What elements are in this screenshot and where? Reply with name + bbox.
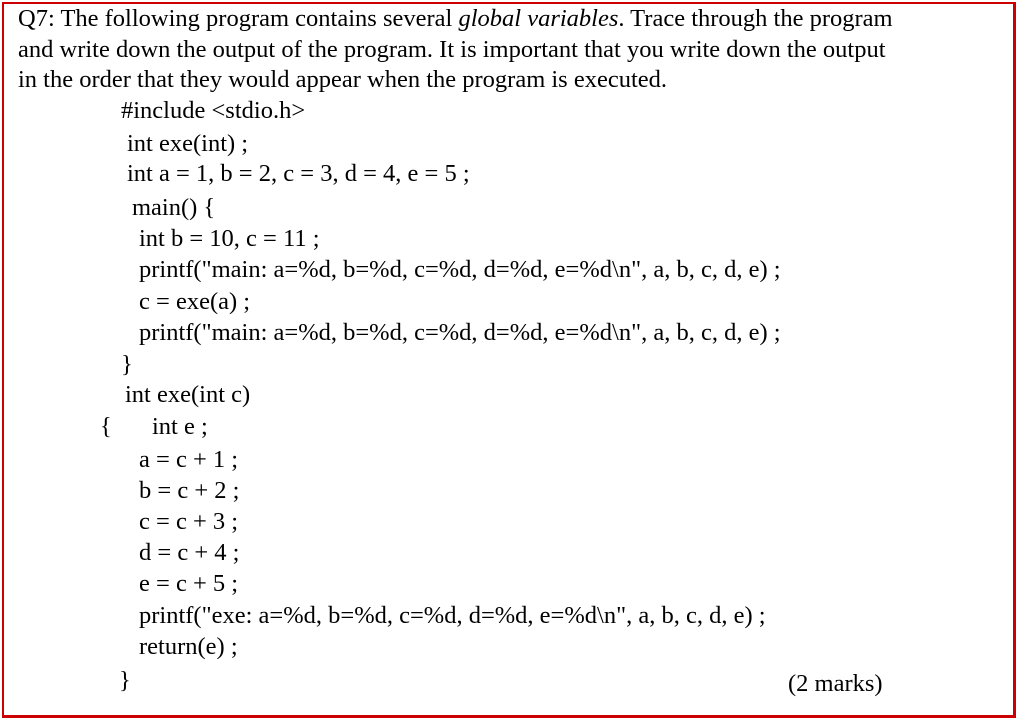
code-line: return(e) ; bbox=[139, 633, 238, 660]
code-line: } bbox=[121, 351, 133, 378]
question-number: Q7: bbox=[18, 5, 55, 32]
code-line: int b = 10, c = 11 ; bbox=[139, 225, 320, 252]
question-line-1 bbox=[18, 4, 1008, 35]
code-line: main() { bbox=[132, 194, 216, 221]
question-text bbox=[18, 4, 1008, 96]
question-text-before: The following program contains several bbox=[60, 5, 453, 32]
code-line: } bbox=[119, 667, 131, 694]
code-line: c = c + 3 ; bbox=[139, 508, 239, 535]
question-text-after: . Trace through the program bbox=[618, 5, 893, 32]
code-line: e = c + 5 ; bbox=[139, 570, 239, 597]
code-line: int e ; bbox=[152, 413, 208, 440]
code-line: printf("main: a=%d, b=%d, c=%d, d=%d, e=%d\n", a, b, c, d, e) ; bbox=[139, 319, 781, 346]
code-line: printf("main: a=%d, b=%d, c=%d, d=%d, e=%d\n", a, b, c, d, e) ; bbox=[139, 256, 781, 283]
code-line: { bbox=[100, 413, 112, 440]
question-emphasis: global variables bbox=[458, 5, 619, 32]
code-line: int exe(int) ; bbox=[127, 130, 249, 157]
code-line: int a = 1, b = 2, c = 3, d = 4, e = 5 ; bbox=[127, 160, 470, 187]
code-line: d = c + 4 ; bbox=[139, 539, 240, 566]
marks-label: (2 marks) bbox=[788, 670, 883, 697]
code-line: c = exe(a) ; bbox=[139, 288, 251, 315]
question-line-2: and write down the output of the program. It is important that you write down the output bbox=[18, 35, 886, 63]
code-line: printf("exe: a=%d, b=%d, c=%d, d=%d, e=%d\n", a, b, c, d, e) ; bbox=[139, 602, 766, 629]
code-line: int exe(int c) bbox=[125, 381, 251, 408]
code-line: #include <stdio.h> bbox=[121, 97, 306, 124]
question-line-3: in the order that they would appear when the program is executed. bbox=[18, 66, 668, 93]
code-line: a = c + 1 ; bbox=[139, 446, 239, 473]
code-line: b = c + 2 ; bbox=[139, 477, 240, 504]
